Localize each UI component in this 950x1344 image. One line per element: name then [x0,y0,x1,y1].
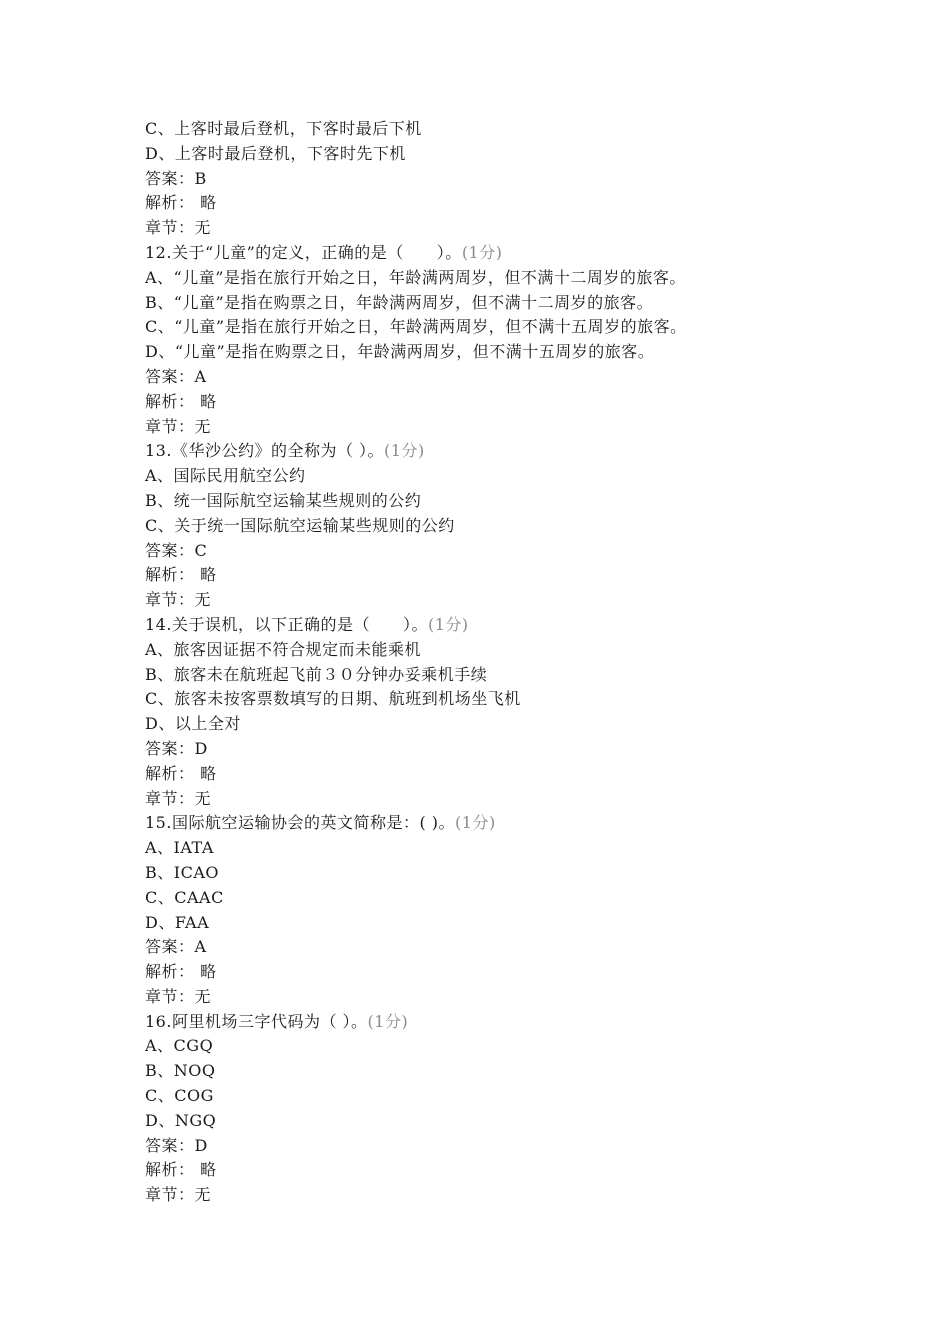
chapter-line: 章节：无 [145,1185,212,1205]
chapter-line: 章节：无 [145,590,212,610]
option-line: D、“儿童”是指在购票之日，年龄满两周岁，但不满十五周岁的旅客。 [145,342,655,362]
option-line: C、旅客未按客票数填写的日期、航班到机场坐飞机 [145,689,521,709]
score-label: (1分) [367,1011,409,1031]
chapter-line: 章节：无 [145,416,212,436]
chapter-line: 章节：无 [145,788,212,808]
analysis-line: 解析： 略 [145,193,217,213]
question-stem [145,439,905,464]
chapter-line: 章节：无 [145,218,212,238]
question-12 [145,241,905,439]
question-13 [145,439,905,613]
question-14 [145,613,905,811]
answer-line: 答案：A [145,366,207,386]
score-label: (1分) [455,813,496,833]
question-stem [145,811,905,836]
answer-line: 答案：C [145,540,208,560]
option-line: B、ICAO [145,862,219,882]
option-line: D、上客时最后登机，下客时先下机 [145,143,406,163]
option-line: A、IATA [145,838,214,858]
analysis-line: 解析： 略 [145,391,217,411]
option-line: A、CGQ [145,1036,214,1056]
stem-text: 15.国际航空运输协会的英文简称是：( )。 [145,813,456,833]
question-stem [145,613,905,638]
score-label: (1分) [427,614,469,634]
question-15 [145,811,905,1009]
question-stem [145,1010,905,1035]
option-line: C、COG [145,1086,214,1106]
option-line: D、以上全对 [145,714,241,734]
option-line: D、NGQ [145,1110,217,1130]
option-line: B、旅客未在航班起飞前３０分钟办妥乘机手续 [145,664,488,684]
option-line: C、关于统一国际航空运输某些规则的公约 [145,515,455,535]
answer-line: 答案：B [145,168,207,188]
option-line: C、上客时最后登机，下客时最后下机 [145,119,422,138]
question-stem [145,241,905,266]
analysis-line: 解析： 略 [145,763,217,783]
analysis-line: 解析： 略 [145,962,217,982]
option-line: B、“儿童”是指在购票之日，年龄满两周岁，但不满十二周岁的旅客。 [145,292,654,312]
option-line: A、“儿童”是指在旅行开始之日，年龄满两周岁，但不满十二周岁的旅客。 [145,267,686,287]
document-body [145,117,905,1208]
option-line: C、“儿童”是指在旅行开始之日，年龄满两周岁，但不满十五周岁的旅客。 [145,317,687,337]
option-line: B、NOQ [145,1061,216,1081]
score-label: (1分) [461,242,503,262]
option-line: D、FAA [145,912,210,932]
answer-line: 答案：D [145,738,208,758]
question-continuation [145,117,905,241]
analysis-line: 解析： 略 [145,1160,217,1180]
answer-line: 答案：A [145,937,207,957]
stem-text: 16.阿里机场三字代码为（ ）。 [145,1011,368,1031]
stem-text: 13.《华沙公约》的全称为（ ）。 [145,441,385,461]
stem-text: 12.关于“儿童”的定义，正确的是（ ）。 [145,242,462,262]
score-label: (1分) [384,441,425,461]
option-line: A、国际民用航空公约 [145,466,306,486]
option-line: B、统一国际航空运输某些规则的公约 [145,490,422,510]
stem-text: 14.关于误机，以下正确的是（ ）。 [145,614,428,634]
answer-line: 答案：D [145,1135,208,1155]
option-line: A、旅客因证据不符合规定而未能乘机 [145,639,422,659]
analysis-line: 解析： 略 [145,565,217,585]
option-line: C、CAAC [145,887,224,907]
question-16 [145,1010,905,1208]
chapter-line: 章节：无 [145,986,212,1006]
